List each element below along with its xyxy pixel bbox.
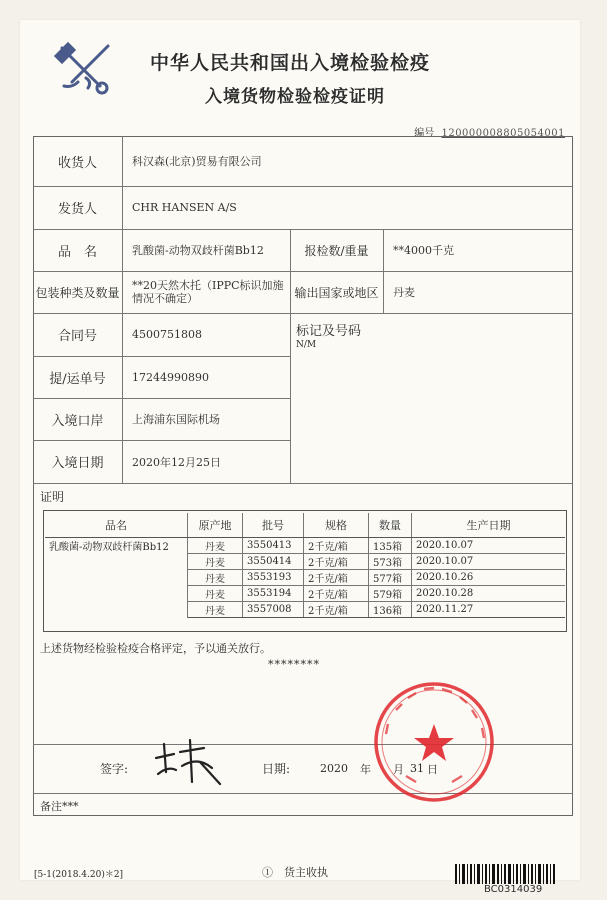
sign-label: 签字: (100, 762, 129, 776)
bl-label: 提/运单号 (49, 371, 106, 387)
product-label: 品 名 (57, 244, 97, 260)
table-row (45, 538, 565, 554)
contract-value: 4500751808 (132, 328, 202, 341)
row-date: 2020.10.07 (412, 554, 566, 570)
port-label: 入境口岸 (51, 413, 104, 429)
barcode-text: BC0314039 (484, 884, 543, 895)
row-batch: 3553194 (243, 586, 304, 602)
row-qty: 135箱 (369, 538, 412, 554)
document-title: 入境货物检验检疫证明 (205, 87, 385, 107)
row-batch: 3550414 (243, 554, 304, 570)
goods-product-name: 乳酸菌-动物双歧杆菌Bb12 (45, 538, 188, 618)
col-spec: 规格 (304, 513, 369, 538)
bl-value: 17244990890 (132, 370, 209, 384)
signature-icon (150, 732, 230, 787)
col-qty: 数量 (369, 513, 412, 538)
contract-label: 合同号 (57, 329, 97, 344)
row-origin: 丹麦 (188, 538, 243, 554)
col-origin: 原产地 (188, 513, 243, 538)
row-date: 2020.10.28 (412, 586, 566, 602)
quantity-label: 报检数/重量 (304, 243, 369, 258)
date-label: 日期: (262, 762, 291, 776)
row-qty: 573箱 (369, 554, 412, 570)
consignee-value: 科汉森(北京)贸易有限公司 (132, 155, 262, 168)
row-origin: 丹麦 (188, 602, 243, 618)
sign-day-suffix: 日 (427, 763, 438, 776)
sign-year: 2020 (320, 762, 348, 775)
goods-table-header (45, 513, 565, 538)
entry-date-label: 入境日期 (51, 456, 104, 471)
form-code: [5-1(2018.4.20)＊2] (34, 870, 124, 880)
origin-value: 丹麦 (393, 286, 415, 299)
origin-label: 输出国家或地区 (294, 285, 379, 300)
quantity-value: **4000千克 (393, 244, 454, 257)
row-batch: 3550413 (243, 538, 304, 554)
row-origin: 丹麦 (188, 554, 243, 570)
row-qty: 136箱 (369, 602, 412, 618)
remark-label: 备注*** (40, 800, 79, 813)
row-qty: 579箱 (369, 586, 412, 602)
row-batch: 3557008 (243, 602, 304, 618)
cert-label: 证明 (40, 490, 65, 504)
packaging-value: **20天然木托（IPPC标识加施情况不确定） (132, 279, 284, 305)
row-spec: 2千克/箱 (304, 602, 369, 618)
col-batch: 批号 (243, 513, 304, 538)
row-origin: 丹麦 (188, 570, 243, 586)
marks-label: 标记及号码 (296, 324, 362, 339)
document-number-value: 120000008805054001 (441, 128, 565, 139)
consignor-value: CHR HANSEN A/S (132, 201, 237, 214)
conclusion-text: 上述货物经检验检疫合格评定，予以通关放行。 (40, 642, 271, 655)
row-date: 2020.10.07 (412, 538, 566, 554)
row-qty: 577箱 (369, 570, 412, 586)
row-spec: 2千克/箱 (304, 538, 369, 554)
row-spec: 2千克/箱 (304, 586, 369, 602)
packaging-label: 包装种类及数量 (35, 285, 120, 300)
row-spec: 2千克/箱 (304, 554, 369, 570)
row-batch: 3553193 (243, 570, 304, 586)
sign-month-suffix: 月 (393, 763, 404, 776)
ciq-logo-icon (52, 38, 122, 98)
agency-title: 中华人民共和国出入境检验检疫 (150, 52, 431, 74)
col-date: 生产日期 (412, 513, 566, 538)
goods-table (45, 513, 565, 618)
official-stamp-icon (372, 680, 496, 804)
marks-value: N/M (296, 340, 317, 350)
col-product: 品名 (45, 513, 188, 538)
row-date: 2020.10.26 (412, 570, 566, 586)
copy-label: ① 货主收执 (262, 866, 328, 879)
barcode-icon (455, 864, 555, 884)
product-value: 乳酸菌-动物双歧杆菌Bb12 (132, 244, 264, 257)
conclusion-stars: ******** (268, 658, 320, 671)
consignee-label: 收货人 (57, 155, 97, 171)
consignor-label: 发货人 (57, 202, 97, 217)
port-value: 上海浦东国际机场 (132, 413, 220, 426)
row-date: 2020.11.27 (412, 602, 566, 618)
sign-day: 31 (410, 762, 424, 775)
entry-date-value: 2020年12月25日 (132, 455, 221, 469)
document-number-label: 编号 (414, 128, 435, 139)
row-origin: 丹麦 (188, 586, 243, 602)
sign-year-suffix: 年 (360, 763, 371, 776)
row-spec: 2千克/箱 (304, 570, 369, 586)
